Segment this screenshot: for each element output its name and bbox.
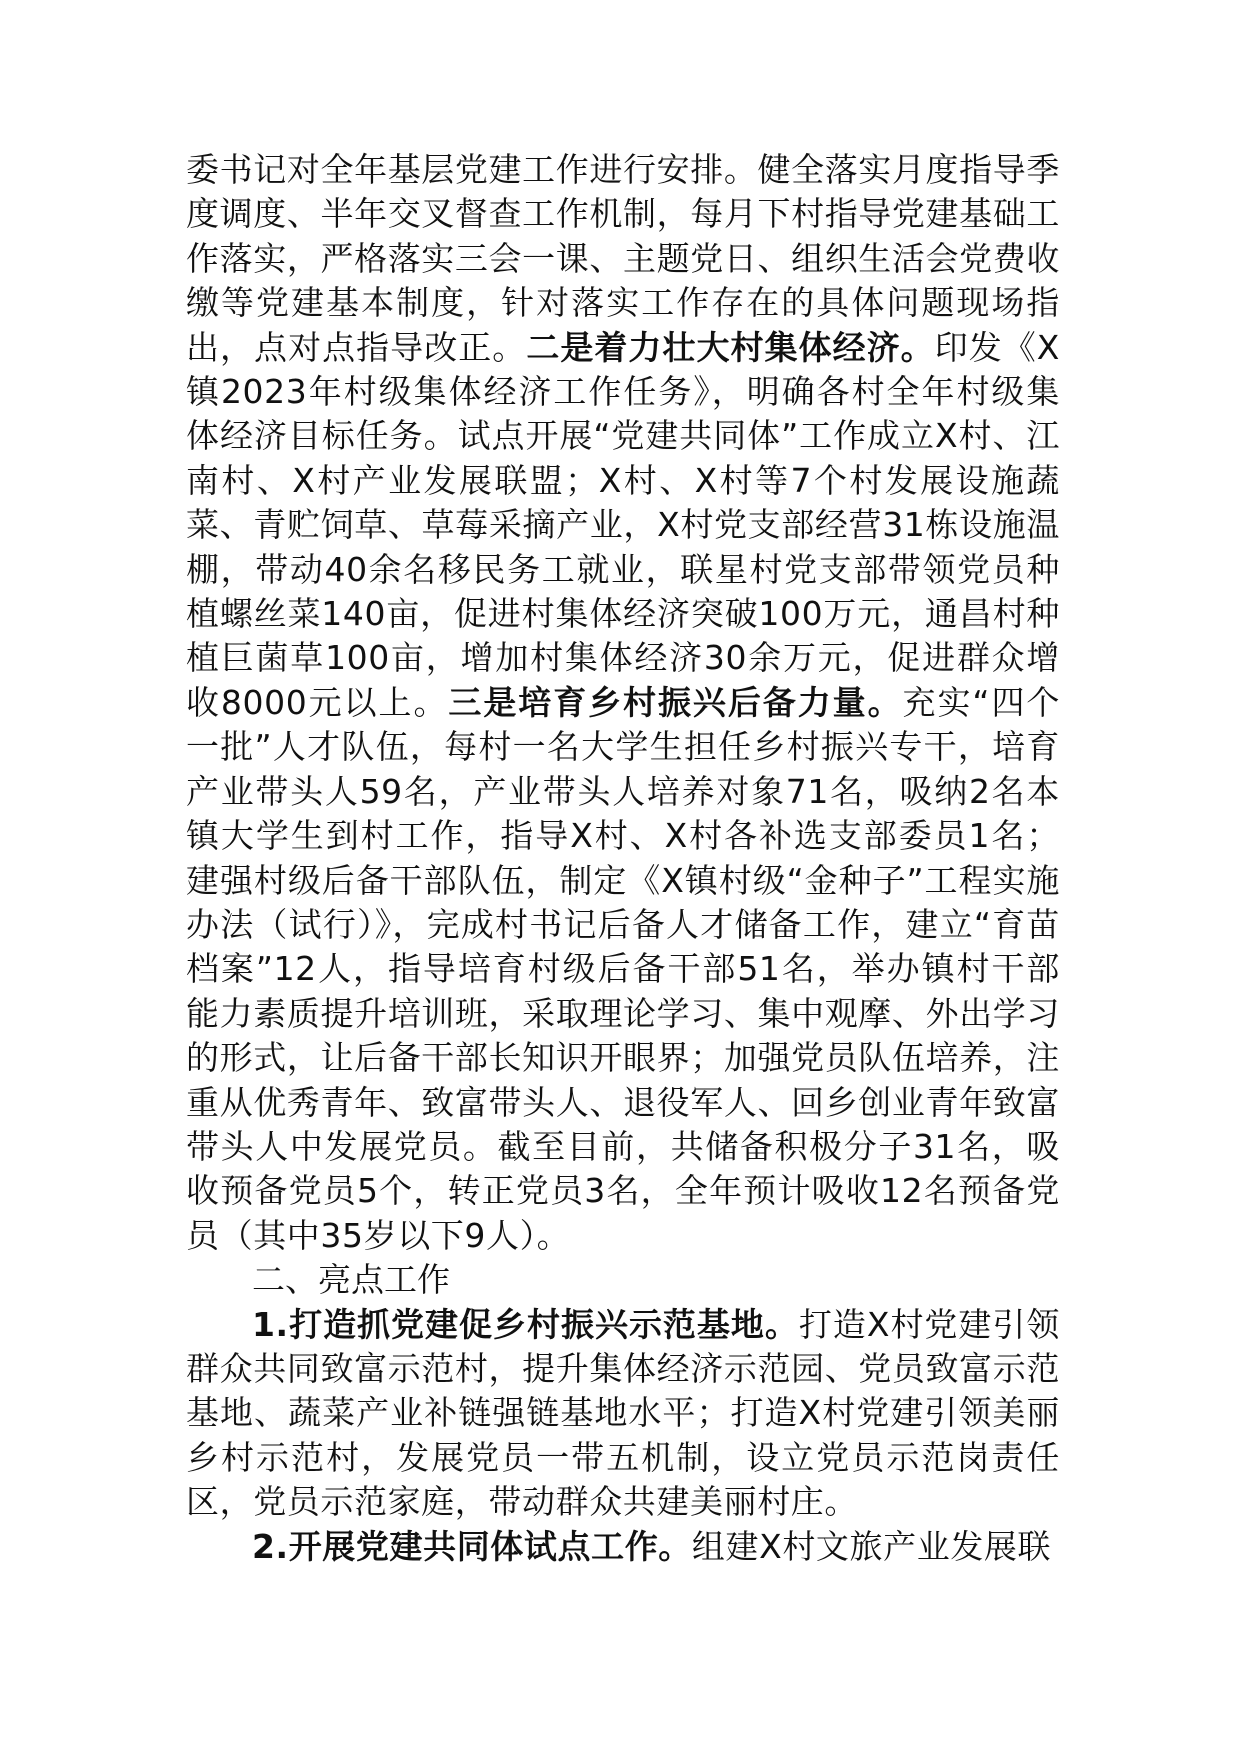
body-text: 委书记对全年基层党建工作进行安排。健全落实月度指导季度调度、半年交叉督查工作机制，每月下村指导党建基础工作落实，严格落实三会一课、主题党日、组织生活会党费收缴等党建基本制度，针对落实工作存在的具体问题现场指出，点对点指导改正。 <box>186 150 1060 367</box>
bold-lead-demo-base: 1.打造抓党建促乡村振兴示范基地。 <box>252 1304 799 1344</box>
body-text: 充实“四个一批”人才队伍，每村一名大学生担任乡村振兴专干，培育产业带头人59名，产业带头人培养对象71名，吸纳2名本镇大学生到村工作，指导X村、X村各补选支部委员1名；建强村级后备干部队伍，制定《X镇村级“金种子”工程实施办法（试行）》，完成村书记后备人才储备工作，建立“育苗档案”12人，指导培育村级后备干部51名，举办镇村干部能力素质提升培训班，采取理论学习、集中观摩、外出学习的形式，让后备干部长知识开眼界；加强党员队伍培养，注重从优秀青年、致富带头人、退役军人、回乡创业青年致富带头人中发展党员。截至目前，共储备积极分子31名，吸收预备党员5个，转正党员3名，全年预计吸收12名预备党员（其中35岁以下9人）。 <box>186 682 1060 1255</box>
body-text: 印发《X镇2023年村级集体经济工作任务》，明确各村全年村级集体经济目标任务。试点开展“党建共同体”工作成立X村、江南村、X村产业发展联盟；X村、X村等7个村发展设施蔬菜、青贮饲草、草莓采摘产业，X村党支部经营31栋设施温棚，带动40余名移民务工就业，联星村党支部带领党员种植螺丝菜140亩，促进村集体经济突破100万元，通昌村种植巨菌草100亩，增加村集体经济30余万元，促进群众增收8000元以上。 <box>186 327 1060 722</box>
paragraph-highlight-1 <box>186 1303 1060 1525</box>
bold-lead-economy: 二是着力壮大村集体经济。 <box>526 327 935 367</box>
bold-lead-community: 2.开展党建共同体试点工作。 <box>252 1526 692 1566</box>
body-text: 组建X村文旅产业发展联 <box>691 1526 1052 1566</box>
paragraph-continued <box>186 148 1060 1258</box>
bold-lead-reserve: 三是培育乡村振兴后备力量。 <box>448 682 903 722</box>
body-text: 打造X村党建引领群众共同致富示范村，提升集体经济示范园、党员致富示范基地、蔬菜产业补链强链基地水平；打造X村党建引领美丽乡村示范村，发展党员一带五机制，设立党员示范岗责任区，党员示范家庭，带动群众共建美丽村庄。 <box>186 1304 1060 1522</box>
paragraph-highlight-2 <box>186 1525 1060 1569</box>
section-heading: 二、亮点工作 <box>252 1260 450 1300</box>
